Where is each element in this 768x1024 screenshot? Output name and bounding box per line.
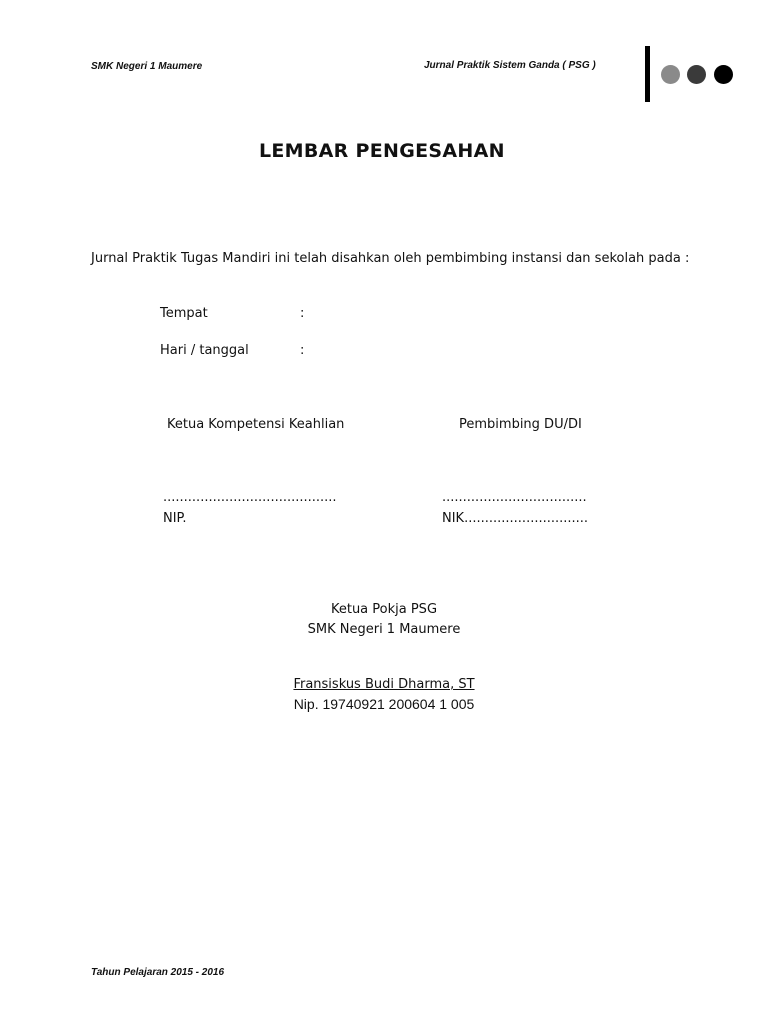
header-dot-icon xyxy=(714,65,733,84)
pokja-name: Fransiskus Budi Dharma, ST xyxy=(293,677,475,692)
pokja-school: SMK Negeri 1 Maumere xyxy=(307,622,461,637)
page-title: LEMBAR PENGESAHAN xyxy=(259,140,505,162)
left-signature-line: .......................................... xyxy=(163,490,337,505)
right-nik: NIK.............................. xyxy=(442,511,589,526)
right-signer-role: Pembimbing DU/DI xyxy=(459,417,582,432)
field-date-colon: : xyxy=(300,343,305,358)
left-signer-role: Ketua Kompetensi Keahlian xyxy=(167,417,345,432)
left-nip: NIP. xyxy=(163,511,187,526)
header-dot-icon xyxy=(661,65,680,84)
pokja-role: Ketua Pokja PSG xyxy=(330,602,438,617)
pokja-nip: Nip. 19740921 200604 1 005 xyxy=(293,696,475,712)
header-school: SMK Negeri 1 Maumere xyxy=(91,61,203,72)
field-tempat-label: Tempat xyxy=(160,306,208,321)
right-signature-line: ................................... xyxy=(442,490,587,505)
footer-academic-year: Tahun Pelajaran 2015 - 2016 xyxy=(91,967,225,978)
header-journal: Jurnal Praktik Sistem Ganda ( PSG ) xyxy=(424,60,596,71)
field-tempat-colon: : xyxy=(300,306,305,321)
header-vertical-bar xyxy=(645,46,650,102)
header-dot-icon xyxy=(687,65,706,84)
intro-text: Jurnal Praktik Tugas Mandiri ini telah disahkan oleh pembimbing instansi dan sekolah pada : xyxy=(91,251,690,266)
field-date-label: Hari / tanggal xyxy=(160,343,249,358)
